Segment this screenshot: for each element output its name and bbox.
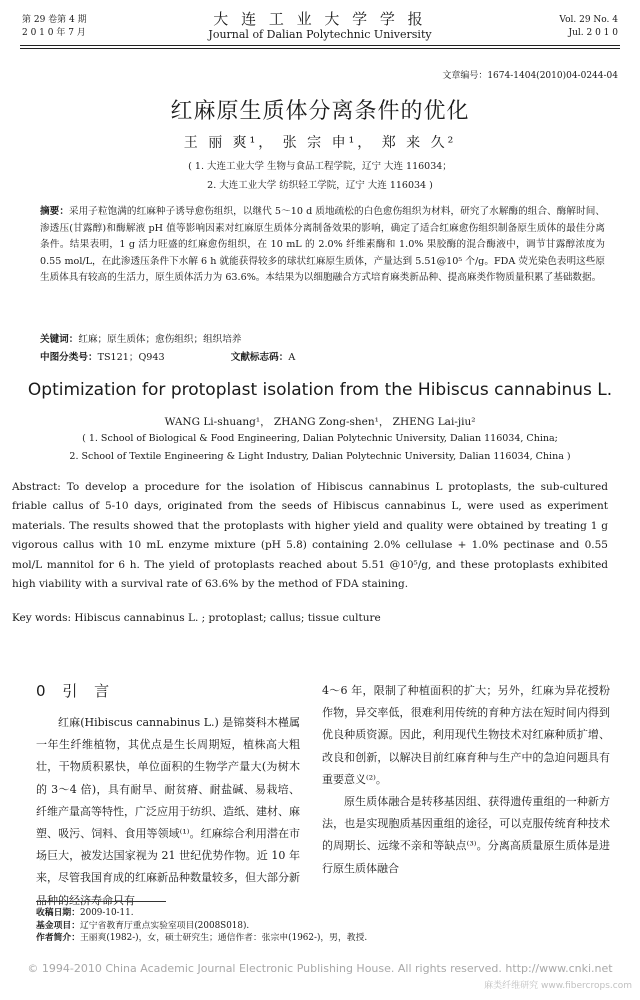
affiliation-en-1: ( 1. School of Biological & Food Engineering, Dalian Polytechnic University, Dalian 116034, China; — [82, 433, 558, 444]
footnote-author-text: 王丽爽(1982-)，女，硕士研究生；通信作者：张宗申(1962-)，男，教授. — [80, 933, 368, 943]
body-paragraph-left: 红麻(Hibiscus cannabinus L.) 是锦葵科木槿属一年生纤维植物，其优点是生长周期短，植株高大粗壮，干物质积累快，单位面积的生物学产量大(为树木的 3～4 倍)，具有耐旱、耐贫瘠、耐盐碱、易栽培、纤维产量高等特性，广泛应用于纺织、造纸、建材、麻塑、吸污、饲料、食用等领域⁽¹⁾。红麻综合利用潜在市场巨大，被发达国家视为 21 世纪优势作物。近 10 年来，尽管我国育成的红麻新品种数量较多，但大部分新品种的经济寿命只有 — [36, 716, 300, 907]
body-right-column — [322, 680, 610, 880]
body-paragraph-right-1: 4～6 年，限制了种植面积的扩大；另外，红麻为异花授粉作物，异交率低，很难利用传统的育种方法在短时间内得到优良种质资源。因此，利用现代生物技术对红麻种质扩增、改良和创新，以解决目前红麻育种与生产中的急迫问题具有重要意义⁽²⁾。 — [322, 684, 610, 786]
doc-code-value: A — [288, 352, 296, 363]
header-rule — [20, 45, 620, 46]
abstract-cn — [40, 204, 605, 287]
clc-label: 中图分类号： — [40, 352, 98, 363]
footnote-received-text: 2009-10-11. — [80, 908, 134, 918]
footnote-author-label: 作者简介： — [36, 933, 80, 943]
authors-en: WANG Li-shuang¹， ZHANG Zong-shen¹， ZHENG Lai-jiu² — [164, 416, 476, 428]
clc-value: TS121；Q943 — [97, 352, 165, 363]
journal-name-cn: 大 连 工 业 大 学 学 报 — [213, 10, 427, 28]
watermark: 麻类纤维研究 www.fibercrops.com — [484, 981, 632, 991]
volume-en: Vol. 29 No. 4 — [559, 15, 618, 25]
article-number: 文章编号：1674-1404(2010)04-0244-04 — [442, 71, 618, 81]
keywords-en-label: Key words: — [12, 612, 72, 624]
section-title: 引 言 — [62, 682, 116, 700]
journal-volume-en — [559, 14, 618, 40]
affiliation-cn-1: ( 1. 大连工业大学 生物与食品工程学院，辽宁 大连 116034； — [188, 161, 452, 172]
abstract-cn-label: 摘要： — [40, 206, 69, 217]
keywords-cn-text: 红麻；原生质体；愈伤组织；组织培养 — [78, 334, 242, 345]
keywords-en — [12, 612, 608, 624]
journal-name-en: Journal of Dalian Polytechnic University — [208, 28, 432, 41]
volume-cn: 第 29 卷第 4 期 — [22, 15, 87, 25]
keywords-en-text: Hibiscus cannabinus L. ; protoplast; callus; tissue culture — [71, 612, 381, 624]
footnote-received — [36, 907, 596, 920]
body-paragraph-right-2: 原生质体融合是转移基因组、获得遗传重组的一种新方法，也是实现胞质基因重组的途径，可以克服传统育种技术的周期长、远缘不亲和等缺点⁽³⁾。分离高质量原生质体是进行原生质体融合 — [322, 795, 610, 875]
body-left-column — [36, 712, 300, 912]
footnote-received-label: 收稿日期： — [36, 908, 80, 918]
authors-cn: 王 丽 爽¹， 张 宗 申¹， 郑 来 久² — [183, 135, 457, 151]
affiliation-cn-2: 2. 大连工业大学 纺织轻工学院，辽宁 大连 116034 ) — [207, 180, 433, 191]
classification-line — [40, 350, 605, 367]
abstract-en-label: Abstract: — [12, 481, 61, 493]
doc-code-label: 文献标志码： — [230, 352, 289, 363]
title-cn: 红麻原生质体分离条件的优化 — [170, 99, 470, 124]
date-cn: 2 0 1 0 年 7 月 — [22, 28, 86, 38]
footnote-fund-label: 基金项目： — [36, 920, 80, 931]
footnote-fund-text: 辽宁省教育厅重点实验室项目(2008S018). — [80, 920, 250, 931]
abstract-en-text: To develop a procedure for the isolation of Hibiscus cannabinus L protoplasts, the sub-cultured friable callus of 5-10 days, originated from the seeds of Hibiscus cannabinus L, were used as experiment materials. The results showed that the protoplasts with higher yield and quality were obtained by treating 1 g vigorous callus with 10 mL enzyme mixture (pH 5.8) containing 2.0% cellulase + 1.0% pectinase and 0.55 mol/L mannitol for 6 h. The yield of protoplasts reached about 5.51 @10⁵/g, and these protoplasts exhibited high viability with a survival rate of 63.6% by the method of FDA staining. — [12, 481, 608, 591]
title-en: Optimization for protoplast isolation from the Hibiscus cannabinus L. — [27, 380, 613, 400]
footnotes — [36, 907, 596, 945]
date-en: Jul. 2 0 1 0 — [568, 28, 618, 38]
keywords-cn — [40, 332, 605, 349]
journal-name-block — [0, 10, 640, 42]
affiliation-en-2: 2. School of Textile Engineering & Light Industry, Dalian Polytechnic University, Dalian 116034, China ) — [69, 451, 571, 462]
footnote-author — [36, 932, 596, 945]
copyright-footer: © 1994-2010 China Academic Journal Electronic Publishing House. All rights reserved. http://www.cnki.net — [27, 962, 613, 975]
section-number: 0 — [36, 682, 52, 700]
abstract-cn-text: 采用子粒饱满的红麻种子诱导愈伤组织，以继代 5～10 d 质地疏松的白色愈伤组织为材料，研究了水解酶的组合、酶解时间、渗透压(甘露醇)和酶解液 pH 值等影响因素对红麻原生质体分离制备效果的影响，确定了适合红麻愈伤组织制备原生质体的最佳分离条件。结果表明，1 g 活力旺盛的红麻愈伤组织，在 10 mL 的 2.0% 纤维素酶和 1.0% 果胶酶的混合酶液中，调节甘露醇浓度为 0.55 mol/L，在此渗透压条件下水解 6 h 就能获得较多的球状红麻原生质体，产量达到 5.51@10⁵ 个/g。FDA 荧光染色表明这些原生质体具有较高的生活力，原生质体活力为 63.6%。本结果为以细胞融合方式培育麻类新品种、提高麻类作物质量积累了基础数据。 — [40, 206, 606, 283]
footnote-rule — [36, 901, 166, 902]
section-heading — [36, 680, 115, 701]
abstract-en — [12, 478, 608, 594]
header-rule-second — [20, 48, 620, 49]
footnote-fund — [36, 920, 596, 933]
keywords-cn-label: 关键词： — [40, 334, 79, 345]
